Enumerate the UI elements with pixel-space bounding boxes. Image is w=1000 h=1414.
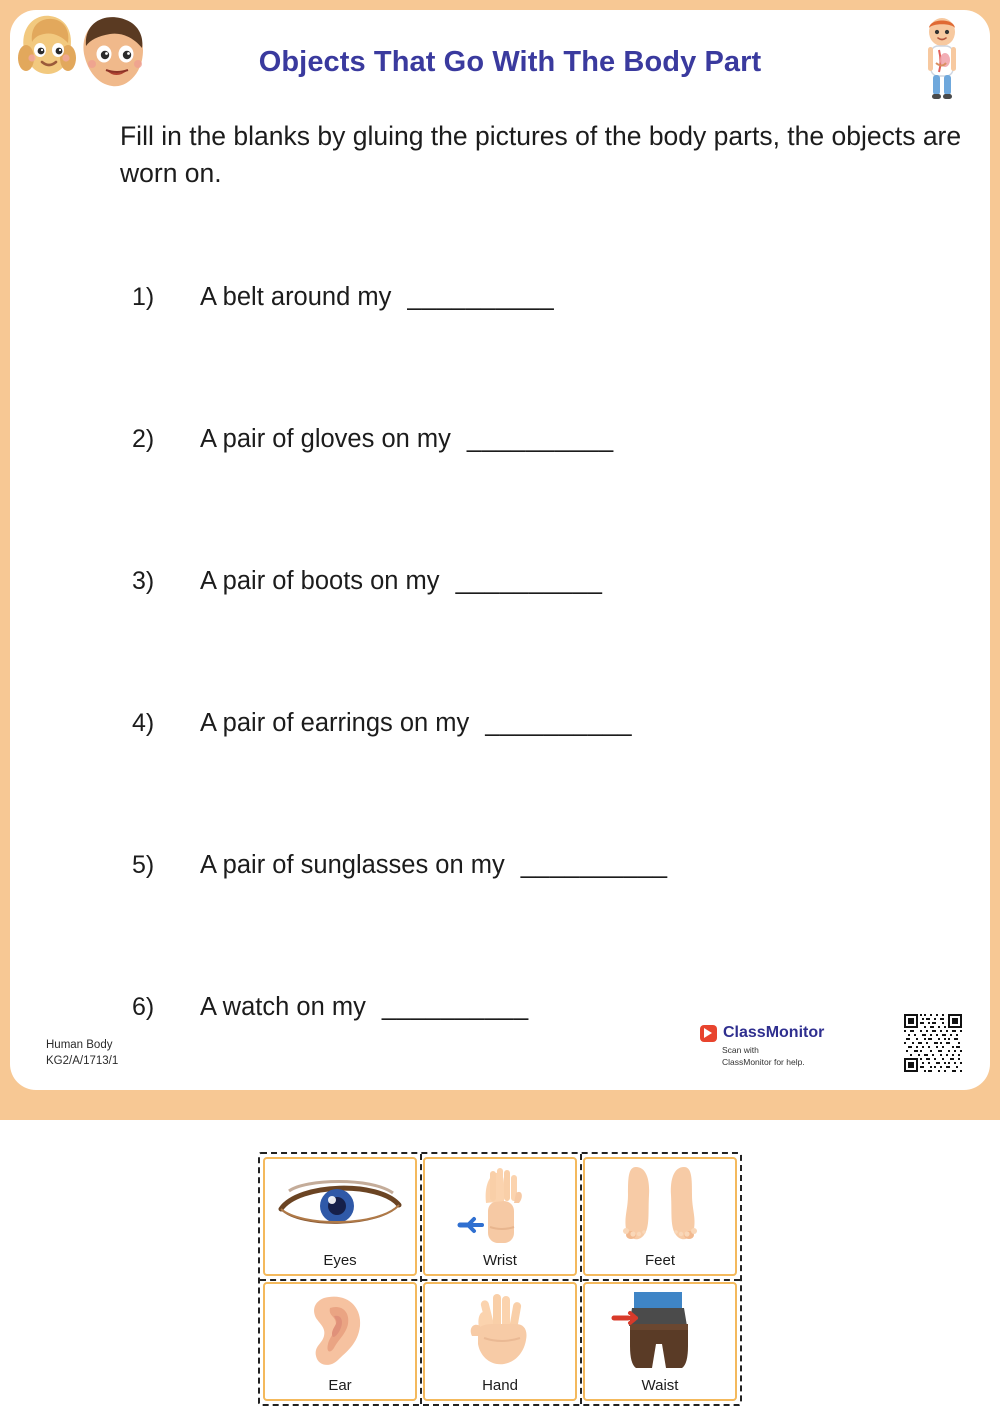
brand-name: ClassMonitor (723, 1024, 825, 1042)
cutout-label: Waist (641, 1377, 679, 1394)
cutout-label: Hand (482, 1377, 518, 1394)
eye-illustration (265, 1163, 415, 1247)
ear-illustration (265, 1288, 415, 1372)
cutout-strip (0, 1120, 1000, 1414)
instruction-text: Fill in the blanks by gluing the pictures of the body parts, the objects are worn on. (120, 121, 962, 188)
worksheet-code (46, 1037, 118, 1070)
cut-line-horizontal (260, 1279, 740, 1281)
answer-blank[interactable]: __________ (466, 425, 614, 453)
brand-subtext (722, 1045, 880, 1068)
wrist-arrow-illustration (425, 1163, 575, 1247)
question-row (10, 569, 990, 711)
question-row (10, 711, 990, 853)
cutout-card-hand[interactable] (423, 1282, 577, 1401)
brand-subtext-line2: ClassMonitor for help. (722, 1056, 805, 1067)
brand-subtext-line1: Scan with (722, 1045, 759, 1056)
topic-label: Human Body (46, 1038, 113, 1051)
question-number: 1) (132, 283, 155, 311)
cutout-card-eyes[interactable] (263, 1157, 417, 1276)
answer-blank[interactable]: __________ (485, 709, 633, 737)
question-list (10, 285, 990, 1137)
cutout-label: Ear (328, 1377, 352, 1394)
worksheet-header (10, 10, 990, 106)
cutout-card-ear[interactable] (263, 1282, 417, 1401)
question-text: A pair of earrings on my (200, 709, 470, 737)
cutout-card-wrist[interactable] (423, 1157, 577, 1276)
brand-block (700, 1024, 880, 1068)
hand-illustration (425, 1288, 575, 1372)
classmonitor-logo-icon (700, 1025, 717, 1042)
question-number: 5) (132, 851, 155, 879)
cutout-label: Wrist (483, 1252, 517, 1269)
cutout-card-waist[interactable] (583, 1282, 737, 1401)
cutout-label: Feet (644, 1252, 675, 1269)
feet-illustration (585, 1163, 735, 1247)
cutout-grid (258, 1152, 742, 1406)
code-label: KG2/A/1713/1 (46, 1055, 119, 1068)
question-row (10, 285, 990, 427)
page-title: Objects That Go With The Body Part (258, 46, 762, 78)
waist-illustration (585, 1288, 735, 1372)
answer-blank[interactable]: __________ (520, 851, 668, 879)
answer-blank[interactable]: __________ (381, 993, 529, 1021)
qr-code[interactable] (904, 1014, 962, 1072)
question-number: 2) (132, 425, 155, 453)
question-text: A pair of gloves on my (200, 425, 451, 453)
two-children-faces-illustration (18, 10, 168, 102)
answer-blank[interactable]: __________ (455, 567, 603, 595)
boy-body-anatomy-illustration (912, 16, 972, 102)
question-text: A watch on my (200, 993, 366, 1021)
answer-blank[interactable]: __________ (407, 283, 555, 311)
worksheet-card (10, 10, 990, 1090)
question-text: A pair of boots on my (200, 567, 440, 595)
question-text: A belt around my (200, 283, 392, 311)
question-number: 3) (132, 567, 155, 595)
question-number: 6) (132, 993, 155, 1021)
cutout-card-feet[interactable] (583, 1157, 737, 1276)
question-row (10, 427, 990, 569)
question-text: A pair of sunglasses on my (200, 851, 505, 879)
question-number: 4) (132, 709, 155, 737)
cutout-label: Eyes (323, 1252, 357, 1269)
question-row (10, 853, 990, 995)
